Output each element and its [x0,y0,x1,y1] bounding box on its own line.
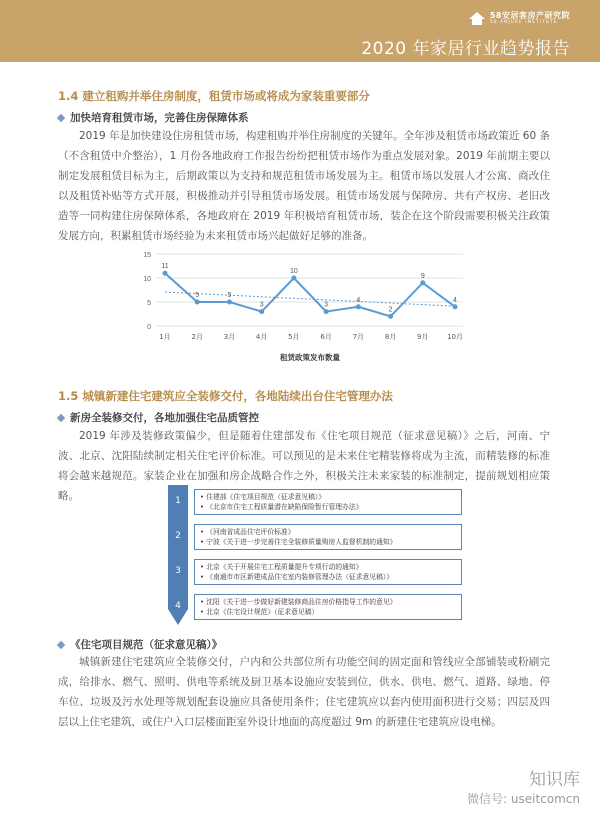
subtitle-text: 加快培育租赁市场，完善住房保障体系 [70,112,249,124]
section-1-5-subtitle [58,410,259,425]
data-point [227,300,232,305]
x-tick-label: 6月 [320,333,332,341]
data-label: 4 [453,296,457,304]
data-point [324,309,329,314]
section-1-4-title: 1.4 建立租购并举住房制度，租赁市场或将成为家装重要部分 [58,89,370,103]
data-point [195,300,200,305]
step-line: • 北京《关于开展住宅工程质量提升专项行动的通知》 [200,563,363,571]
step-line: • 北京《住宅设计规范》（征求意见稿） [200,608,319,616]
x-tick-label: 4月 [255,333,268,341]
section-1-4-paragraph: 2019 年是加快建设住房租赁市场，构建租购并举住房制度的关键年。全年涉及租赁市场政策近 60 条（不含租赁中介整治），1 月份各地政府工作报告纷纷把租赁市场作为重点发展对象。2019 年前期主要以制定发展租赁目标为主，后期政策以为支持和规范租赁市场发展为主。租赁市场以发展人才公寓、商改住以及租赁补贴等方式开展，积极推动并引导租赁市场发展。租赁市场发展与保障房、共有产权房、老旧改造等一同构建住房保障体系，各地政府在 2019 年积极培育租赁市场，装企在这个阶段需要积极关注政策发展方向，积累租赁市场经验为未来租赁市场兴起做好足够的准备。 [58,130,550,242]
step-line: • 宁波《关于进一步完善住宅全装修质量购房人监督机制的通知》 [200,538,397,546]
step-line: • 《北京市住宅工程质量潜在缺陷保险暂行管理办法》 [200,503,363,511]
series-line [165,273,455,316]
timeline-step [194,524,462,550]
step-number: 1 [175,496,181,506]
data-label: 10 [289,268,298,275]
data-point [388,314,393,319]
logo-cn-text: 58安居客房产研究院 [489,11,570,20]
x-tick-label: 3月 [223,333,236,341]
x-tick-label: 2月 [191,333,203,341]
house-icon [469,12,485,25]
data-label: 5 [195,292,200,299]
x-tick-label: 1月 [159,333,171,341]
watermark-brand [529,765,580,790]
section-1-4-subtitle [58,110,249,125]
data-label: 11 [161,263,169,271]
x-tick-label: 9月 [417,333,429,341]
policy-timeline [168,485,448,625]
timeline-step [194,489,462,515]
x-axis-title: 租赁政策发布数量 [280,353,340,362]
section-1-5-title: 1.5 城镇新建住宅建筑应全装修交付，各地陆续出台住宅管理办法 [58,389,393,403]
step-line: • 《河南省成品住宅评价标准》 [200,528,295,536]
data-point [291,276,296,281]
timeline-step [194,559,462,585]
section-standard-subtitle [58,637,222,652]
chart-svg [140,246,470,366]
data-label: 3 [324,301,329,309]
data-point [453,304,458,309]
report-title: 2020 年家居行业趋势报告 [361,39,570,59]
data-point [163,271,168,276]
y-tick-label: 10 [143,276,151,283]
data-point [259,309,264,314]
data-label: 2 [388,306,393,314]
rental-policy-line-chart [140,246,470,366]
data-point [420,280,425,285]
logo-en-text: 58 ANJUKE INSTITUTE [489,20,558,25]
subtitle-text: 《住宅项目规范（征求意见稿）》 [70,639,223,651]
section-1-5-paragraph: 2019 年涉及装修政策偏少，但是随着住建部发布《住宅项目规范（征求意见稿）》之后，河南、宁波、北京、沈阳陆续制定相关住宅评价标准。可以预见的是未来住宅精装修将成为主流，而精装修的标准将会越来越规范。家装企业在加强和房企战略合作之外，积极关注未来家装的标准制定，提前规划相应策略。 [58,430,550,502]
step-number: 3 [175,566,181,576]
y-tick-label: 15 [143,252,151,259]
data-label: 5 [227,292,232,299]
subtitle-text: 新房全装修交付，各地加强住宅品质管控 [70,412,259,424]
step-line: • 住建部《住宅项目规范（征求意见稿）》 [200,493,326,501]
diamond-bullet-icon [57,413,65,421]
diamond-bullet-icon [57,113,65,121]
data-label: 3 [259,301,264,309]
watermark-wechat: 微信号: useitcomcn [467,792,580,806]
x-tick-label: 10月 [447,333,463,341]
x-tick-label: 8月 [384,333,397,341]
y-tick-label: 5 [147,300,151,307]
x-tick-label: 5月 [288,333,300,341]
brand-logo [469,12,570,26]
data-point [356,304,361,309]
diamond-bullet-icon [57,640,65,648]
step-line: • 沈阳《关于进一步做好新建装修商品住房价格指导工作的意见》 [200,598,397,606]
standard-paragraph: 城镇新建住宅建筑应全装修交付，户内和公共部位所有功能空间的固定面和管线应全部铺装或粉刷完成，给排水、燃气、照明、供电等系统及厨卫基本设施应安装到位，供水、供电、燃气、道路、绿地、停车位、垃圾及污水处理等规划配套设施应具备使用条件；住宅建筑应以套内使用面积进行交易；四层及四层以上住宅建筑，或住户入口层楼面距室外设计地面的高度超过 9m 的新建住宅建筑应设电梯。 [58,656,550,728]
data-label: 4 [356,296,361,304]
watermark-brand-text: 知识库 [529,770,580,790]
page-header [0,0,600,62]
data-label: 9 [420,272,425,280]
step-line: • 《南通市市区新建成品住宅室内装修管理办法（征求意见稿）》 [200,573,394,581]
step-number: 2 [175,531,181,541]
y-tick-label: 0 [147,324,151,331]
x-tick-label: 7月 [352,333,365,341]
timeline-step [194,594,462,620]
step-number: 4 [175,601,181,611]
